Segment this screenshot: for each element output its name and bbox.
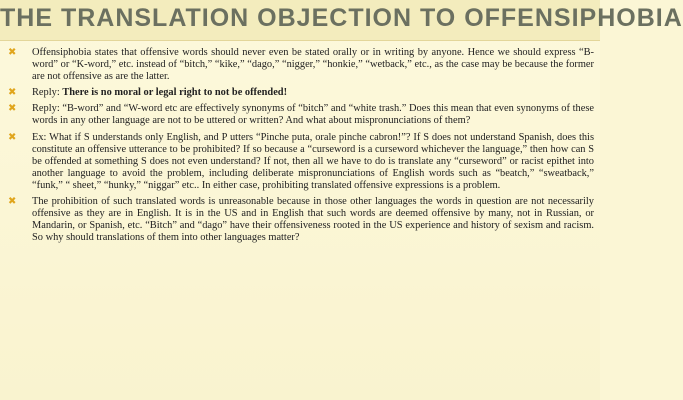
bullet-text: Reply: “B-word” and “W-word etc are effectively synonyms of “bitch” and “white trash.” Does this mean that even synonyms of these words in any other language are not to be uttered or written? And what about mispronunciations of them? [32, 103, 594, 127]
x-bullet-icon: ✖ [8, 47, 17, 58]
x-bullet-icon: ✖ [8, 131, 17, 143]
x-bullet-icon: ✖ [8, 103, 17, 115]
x-bullet-icon: ✖ [8, 87, 17, 99]
bullet-item [6, 47, 594, 83]
bullet-prefix: Reply: [32, 87, 63, 99]
bullet-list [6, 47, 594, 248]
bullet-text: The prohibition of such translated words is unreasonable because in those other languages the words in question are not necessarily offensive as they are in English. It is in the US and in English that such words are deemed offensive by many, not in Russian, or Mandarin, or Spanish, etc. “Bitch” and “dago” have their offensiveness rooted in the US experience and history of sexism and racism. So why should translations of them into other languages matter? [32, 196, 594, 244]
slide-title: THE TRANSLATION OBJECTION TO OFFENSIPHOBIA [0, 4, 683, 32]
bullet-item [6, 103, 594, 127]
bullet-text: Offensiphobia states that offensive words should never even be stated orally or in writing by anyone. Hence we should express “B-word” or “K-word,” etc. instead of “bitch,” “kike,” “dago,” “nigger,” “honkie,” “wetback,” etc., as the case may be because the former are not offensive as are the latter. [32, 47, 594, 83]
title-bar [0, 0, 683, 41]
bullet-emphasis: There is no moral or legal right to not be offended! [62, 87, 288, 99]
x-bullet-icon: ✖ [8, 196, 17, 208]
bullet-item [6, 132, 594, 192]
bullet-text: Ex: What if S understands only English, and P utters “Pinche puta, orale pinche cabron!”? If S does not understand Spanish, does this constitute an offensive utterance to be prohibited? If so because a “curseword is a curseword whichever the language,” then how can S be offended at something S does not even understand? If not, then all we have to do is translate any “curseword” or racist epithet into another language to avoid the problem, including deliberate mispronunciations of English words such as “beatch,” “sweatback,” “funk,” “ sheet,” “hunky,” “niggar” etc.. In either case, prohibiting translated offensive expressions is a problem. [32, 131, 594, 191]
bullet-item [6, 196, 594, 244]
bullet-item [6, 87, 594, 99]
